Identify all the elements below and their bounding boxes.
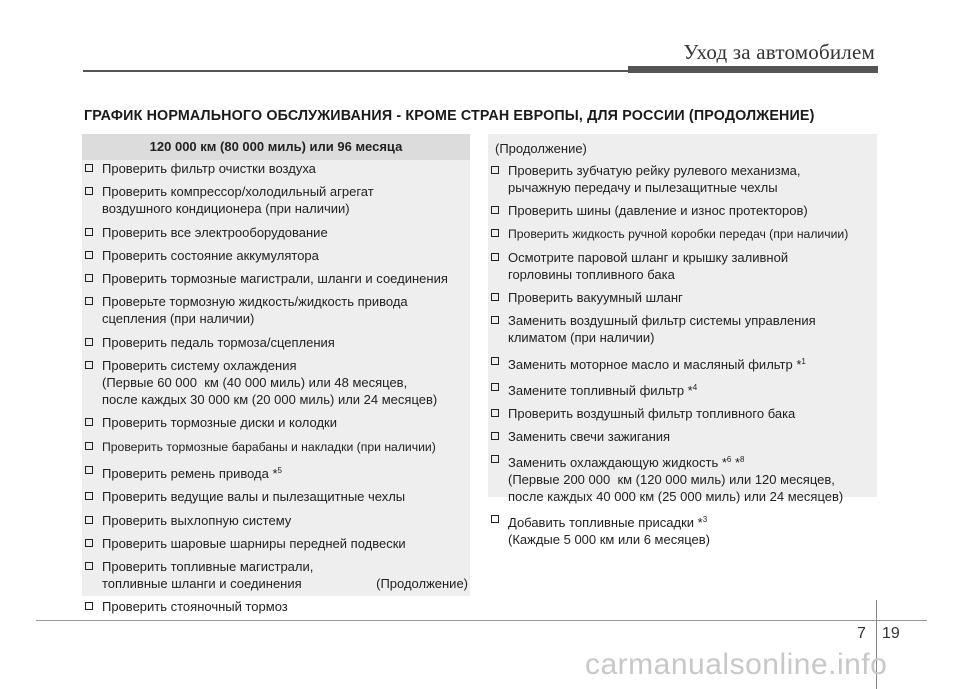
item-text: Проверить шаровые шарниры передней подвески	[102, 535, 406, 551]
checkbox-icon	[491, 293, 499, 301]
list-item	[488, 428, 877, 445]
item-text: Добавить топливные присадки *$^3$ (Каждые 5 000 км или 6 месяцев)	[508, 515, 711, 548]
header-section-title: Уход за автомобилем	[683, 40, 875, 64]
checkbox-icon	[85, 562, 93, 570]
checkbox-icon	[491, 253, 499, 261]
list-item	[82, 183, 470, 217]
list-item	[82, 488, 470, 505]
checkbox-icon	[491, 229, 499, 237]
list-item	[82, 357, 470, 408]
list-item	[488, 202, 877, 219]
checkbox-icon	[85, 361, 93, 369]
continued-label: (Продолжение)	[495, 141, 587, 156]
item-text: Проверить педаль тормоза/сцепления	[102, 334, 335, 350]
list-item	[488, 289, 877, 306]
checkbox-icon	[85, 164, 93, 172]
list-item	[82, 512, 470, 529]
item-text: Проверить все электрооборудование	[102, 224, 328, 240]
item-text: Проверить выхлопную систему	[102, 512, 292, 528]
item-text: Проверить тормозные диски и колодки	[102, 415, 338, 431]
checkbox-icon	[85, 274, 93, 282]
chapter-number: 7	[857, 625, 866, 642]
item-text: Проверить тормозные магистрали, шланги и соединения	[102, 271, 448, 287]
checkbox-icon	[491, 206, 499, 214]
maintenance-panel-right	[488, 134, 877, 548]
item-text: Осмотрите паровой шланг и крышку заливной горловины топливного бака	[508, 250, 789, 283]
checkbox-icon	[85, 338, 93, 346]
checkbox-icon	[85, 228, 93, 236]
list-item	[82, 334, 470, 351]
checkbox-icon	[85, 297, 93, 305]
item-text: Проверить воздушный фильтр топливного бака	[508, 405, 796, 421]
continued-label: (Продолжение)	[376, 576, 468, 591]
item-text: Проверить ремень привода *$^5$	[102, 465, 282, 481]
watermark: carmanualsonline.info	[585, 648, 888, 681]
checkbox-icon	[491, 383, 499, 391]
checkbox-icon	[85, 466, 93, 474]
checklist-left	[82, 160, 470, 615]
checkbox-icon	[85, 187, 93, 195]
list-item	[82, 224, 470, 241]
list-item	[488, 405, 877, 422]
item-text: Проверить зубчатую рейку рулевого механизма, рычажную передачу и пылезащитные чехлы	[508, 163, 801, 195]
checkbox-icon	[85, 516, 93, 524]
item-text: Проверить состояние аккумулятора	[102, 247, 319, 263]
list-item	[488, 225, 877, 243]
header-rule	[83, 70, 628, 72]
checkbox-icon	[85, 602, 93, 610]
item-text: Заменить свечи зажигания	[508, 428, 671, 444]
checklist-right	[488, 162, 877, 548]
checkbox-icon	[85, 442, 93, 450]
checkbox-icon	[491, 166, 499, 174]
page-number: 19	[882, 625, 900, 642]
item-text: Проверить тормозные барабаны и накладки (при наличии)	[102, 439, 436, 454]
item-text: Проверить систему охлаждения (Первые 60 000 км (40 000 миль) или 48 месяцев, после каждых 30 000 км (20 000 миль) или 24 месяцев)	[102, 358, 438, 408]
interval-title: 120 000 км (80 000 миль) или 96 месяца	[82, 134, 470, 160]
item-text: Проверить шины (давление и износ протекторов)	[508, 203, 808, 219]
list-item	[82, 598, 470, 615]
footer-rule	[36, 620, 927, 621]
item-text: Заменить воздушный фильтр системы управления климатом (при наличии)	[508, 313, 816, 346]
checkbox-icon	[491, 357, 499, 365]
item-text: Проверить топливные магистрали, топливные шланги и соединения	[102, 559, 314, 592]
item-text: Проверить ведущие валы и пылезащитные чехлы	[102, 489, 406, 505]
item-text: Замените топливный фильтр *$^4$	[508, 382, 698, 398]
checkbox-icon	[491, 409, 499, 417]
list-item	[82, 462, 470, 482]
list-item	[488, 451, 877, 505]
list-item	[488, 511, 877, 548]
list-item	[488, 162, 877, 196]
list-item	[82, 270, 470, 287]
checkbox-icon	[85, 251, 93, 259]
list-item	[488, 379, 877, 399]
list-item	[82, 293, 470, 327]
list-item	[488, 249, 877, 283]
list-item	[82, 160, 470, 177]
item-text: Проверить стояночный тормоз	[102, 599, 288, 615]
header-rule-accent	[628, 66, 878, 73]
list-item	[82, 438, 470, 456]
checkbox-icon	[491, 432, 499, 440]
list-item	[82, 247, 470, 264]
checkbox-icon	[491, 455, 499, 463]
checkbox-icon	[85, 539, 93, 547]
checkbox-icon	[85, 492, 93, 500]
item-text: Проверить жидкость ручной коробки передач (при наличии)	[508, 227, 849, 242]
page-heading: ГРАФИК НОРМАЛЬНОГО ОБСЛУЖИВАНИЯ - КРОМЕ СТРАН ЕВРОПЫ, ДЛЯ РОССИИ (ПРОДОЛЖЕНИЕ)	[84, 108, 815, 124]
item-text: Заменить моторное масло и масляный фильтр *$^1$	[508, 356, 806, 372]
list-item	[82, 414, 470, 431]
item-text: Заменить охлаждающую жидкость *$^6$ *$^8$ (Первые 200 000 км (120 000 миль) или 120 месяцев, после каждых 40 000 км (25 000 миль) или 24 месяцев)	[508, 454, 844, 504]
item-text: Проверить компрессор/холодильный агрегат воздушного кондиционера (при наличии)	[102, 184, 374, 217]
checkbox-icon	[85, 418, 93, 426]
list-item	[82, 535, 470, 552]
item-text: Проверить фильтр очистки воздуха	[102, 161, 316, 176]
item-text: Проверить вакуумный шланг	[508, 290, 683, 306]
list-item	[488, 353, 877, 373]
checkbox-icon	[491, 515, 499, 523]
checkbox-icon	[491, 316, 499, 324]
item-text: Проверьте тормозную жидкость/жидкость привода сцепления (при наличии)	[102, 294, 408, 327]
maintenance-panel-left	[82, 134, 470, 615]
list-item	[488, 312, 877, 346]
